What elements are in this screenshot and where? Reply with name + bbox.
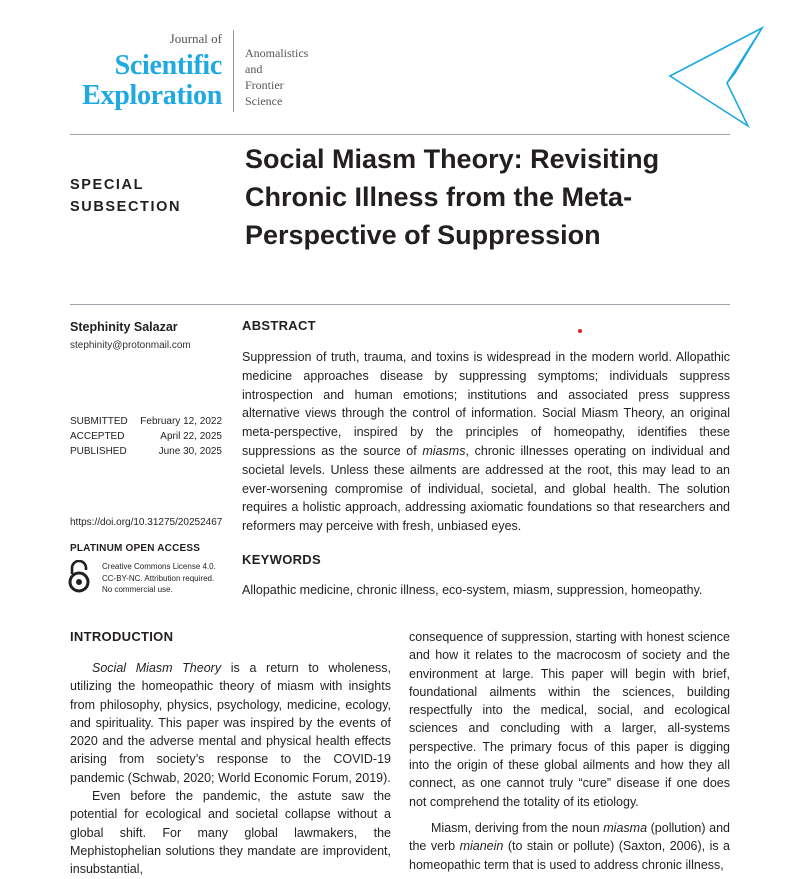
tagline-line: Science (245, 94, 283, 108)
keywords-text: Allopathic medicine, chronic illness, eco-system, miasm, suppression, homeopathy. (242, 583, 703, 597)
introduction-heading: INTRODUCTION (70, 629, 174, 644)
paragraph (409, 819, 730, 874)
body-column-left (70, 659, 391, 879)
date-row-submitted (70, 414, 222, 429)
date-row-accepted (70, 429, 222, 444)
license-line: Creative Commons License 4.0. (102, 562, 216, 571)
open-access-lock-icon (67, 560, 91, 594)
italic-phrase: Social Miasm Theory (92, 661, 222, 675)
journal-logo-arrow-icon (665, 18, 775, 134)
article-title: Social Miasm Theory: Revisiting Chronic Illness from the Meta-Perspective of Suppression (245, 144, 660, 250)
author-name: Stephinity Salazar (70, 320, 178, 334)
abstract-text-italic: miasms (422, 443, 466, 458)
tagline-line: Anomalistics (245, 46, 309, 60)
tagline-line: Frontier (245, 78, 284, 92)
header-rule (70, 134, 730, 135)
keywords-heading: KEYWORDS (242, 552, 321, 567)
doi-link[interactable]: https://doi.org/10.31275/20252467 (70, 517, 223, 528)
date-value: April 22, 2025 (160, 431, 222, 442)
paragraph (70, 659, 391, 787)
section-label (70, 174, 181, 218)
paragraph-text: is a return to wholeness, utilizing the homeopathic theory of miasm with insights from philosophy, physics, psychology, medicine, ecology, and spirituality. This paper was inspired by the events of 2020 and the adverse mental and physical health effects arising from society’s response to the COVID-19 pandemic (Schwab, 2020; World Economic Forum, 2019). (70, 661, 392, 785)
abstract-text-part: Suppression of truth, trauma, and toxins is widespread in the modern world. Allopathic medicine approaches disease by suppressing symptoms; individuals suppress introspection and human emotions; institutions and associated press suppress alternative views through the control of information. Social Miasm Theory, an original meta-perspective, inspired by the principles of homeopathy, identifies these suppressions as the source of (242, 350, 730, 458)
date-value: February 12, 2022 (140, 416, 222, 427)
abstract-text-part: , chronic illnesses operating on individual and societal levels. Unless these ailments are addressed at the root, this may lead to an ever-worsening compromise of individual, societal, and global health. The solution requires a holistic approach, addressing axiomatic foundations so that researchers and reformers may perceive with fresh, unbiased eyes. (242, 443, 731, 534)
paragraph: consequence of suppression, starting with honest science and how it relates to the macrocosm of society and the environment at large. This paper will begin with brief, foundational ailments within the sciences, building respectfully into the medical, social, and ecological sciences and concluding with a larger, all-systems perspective. The primary focus of this paper is digging into the origin of these global ailments and how they all connect, as one cannot truly “cure” disease if one does not comprehend the totality of its etiology. (409, 630, 730, 809)
license-line: No commercial use. (102, 585, 173, 594)
dates-block (70, 414, 222, 459)
body-column-right (409, 628, 730, 874)
journal-name-line1: Scientific (114, 50, 222, 81)
date-row-published (70, 444, 222, 459)
journal-name-line2: Exploration (82, 80, 222, 111)
date-label: PUBLISHED (70, 446, 127, 457)
open-access-label: PLATINUM OPEN ACCESS (70, 543, 201, 554)
tagline-line: and (245, 62, 263, 76)
abstract-text (242, 348, 730, 536)
paragraph-text: (to stain or pollute) (Saxton, 2006), is a homeopathic term that is used to address chronic illness, (409, 839, 730, 872)
license-text (102, 561, 216, 596)
italic-phrase: mianein (459, 839, 504, 854)
italic-phrase: miasma (603, 820, 648, 835)
journal-tagline (245, 45, 308, 109)
section-label-line: SUBSECTION (70, 199, 182, 215)
paragraph-text: Miasm, deriving from the noun (431, 820, 604, 835)
date-label: SUBMITTED (70, 416, 128, 427)
date-label: ACCEPTED (70, 431, 125, 442)
author-email[interactable]: stephinity@protonmail.com (70, 340, 191, 351)
paragraph-text: (pollution) and the verb (409, 820, 730, 854)
journal-of-label: Journal of (169, 31, 222, 46)
section-label-line: SPECIAL (70, 177, 145, 193)
paragraph: Even before the pandemic, the astute saw the potential for ecological and societal collapse without a global shift. For many global lawmakers, the Mephistophelian solutions they mandate are improvident, insubstantial, (70, 789, 391, 877)
license-line: CC-BY-NC. Attribution required. (102, 573, 215, 583)
abstract-heading: ABSTRACT (242, 318, 316, 333)
masthead-divider (233, 30, 234, 112)
date-value: June 30, 2025 (158, 446, 222, 457)
title-rule (70, 304, 730, 305)
red-dot-mark (578, 329, 582, 333)
